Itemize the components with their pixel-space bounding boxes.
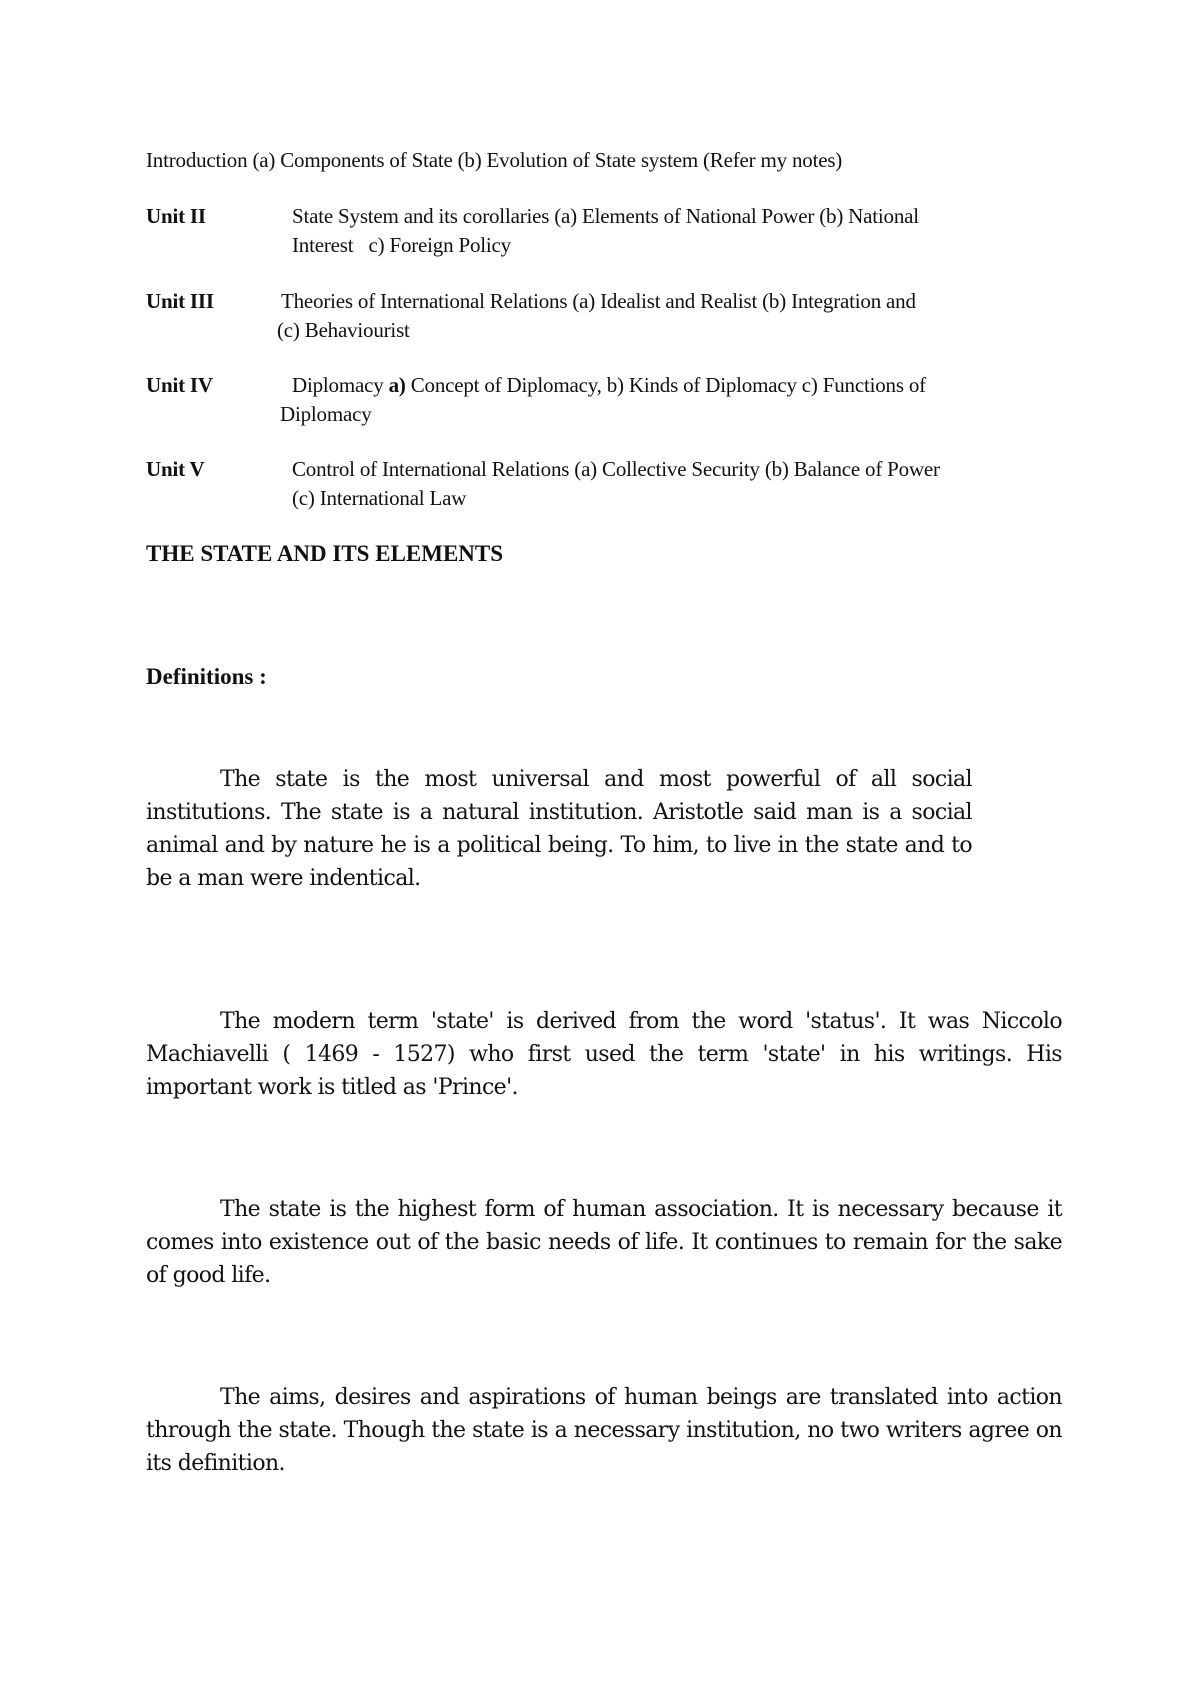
section-title: THE STATE AND ITS ELEMENTS [146, 541, 504, 566]
body-paragraph: The state is the highest form of human association. It is necessary because it comes into existence out of the basic needs of life. It continues to remain for the sake of good life. [146, 1197, 1062, 1288]
unit-description-prefix: Diplomacy [292, 373, 389, 397]
syllabus-intro: Introduction (a) Components of State (b) Evolution of State system (Refer my notes) [146, 148, 843, 172]
unit-label: Unit IV [146, 373, 213, 397]
unit-description [292, 455, 940, 513]
unit-description-line [292, 371, 926, 400]
unit-label: Unit II [146, 204, 206, 228]
unit-description-line: State System and its corollaries (a) Elements of National Power (b) National [292, 204, 919, 228]
unit-description-line: (c) Behaviourist [277, 318, 410, 342]
unit-label: Unit III [146, 289, 214, 313]
body-paragraph: The state is the most universal and most powerful of all social institutions. The state is a natural institution. Aristotle said man is a social animal and by nature he is a political being. To him, to live in the state and to be a man were indentical. [146, 767, 972, 891]
unit-description-suffix: Concept of Diplomacy, b) Kinds of Diplomacy c) Functions of [405, 373, 926, 397]
unit-description [292, 202, 919, 260]
unit-description [280, 371, 926, 429]
unit-description-line: Control of International Relations (a) Collective Security (b) Balance of Power [292, 457, 940, 481]
body-paragraph: The modern term 'state' is derived from the word 'status'. It was Niccolo Machiavelli ( 1469 - 1527) who first used the term 'state' in his writings. His important work is titled as 'Prince'. [146, 1009, 1062, 1100]
unit-description-bold: a) [388, 373, 406, 397]
unit-description-line: Theories of International Relations (a) Idealist and Realist (b) Integration and [281, 289, 916, 313]
unit-description-line: Diplomacy [280, 402, 372, 426]
unit-description [277, 287, 916, 345]
definitions-label: Definitions : [146, 664, 267, 689]
unit-description-line: Interest c) Foreign Policy [292, 233, 511, 257]
unit-label: Unit V [146, 457, 205, 481]
body-paragraph: The aims, desires and aspirations of human beings are translated into action through the state. Though the state is a necessary institution, no two writers agree on its definition. [146, 1385, 1062, 1476]
unit-description-line: (c) International Law [292, 486, 467, 510]
